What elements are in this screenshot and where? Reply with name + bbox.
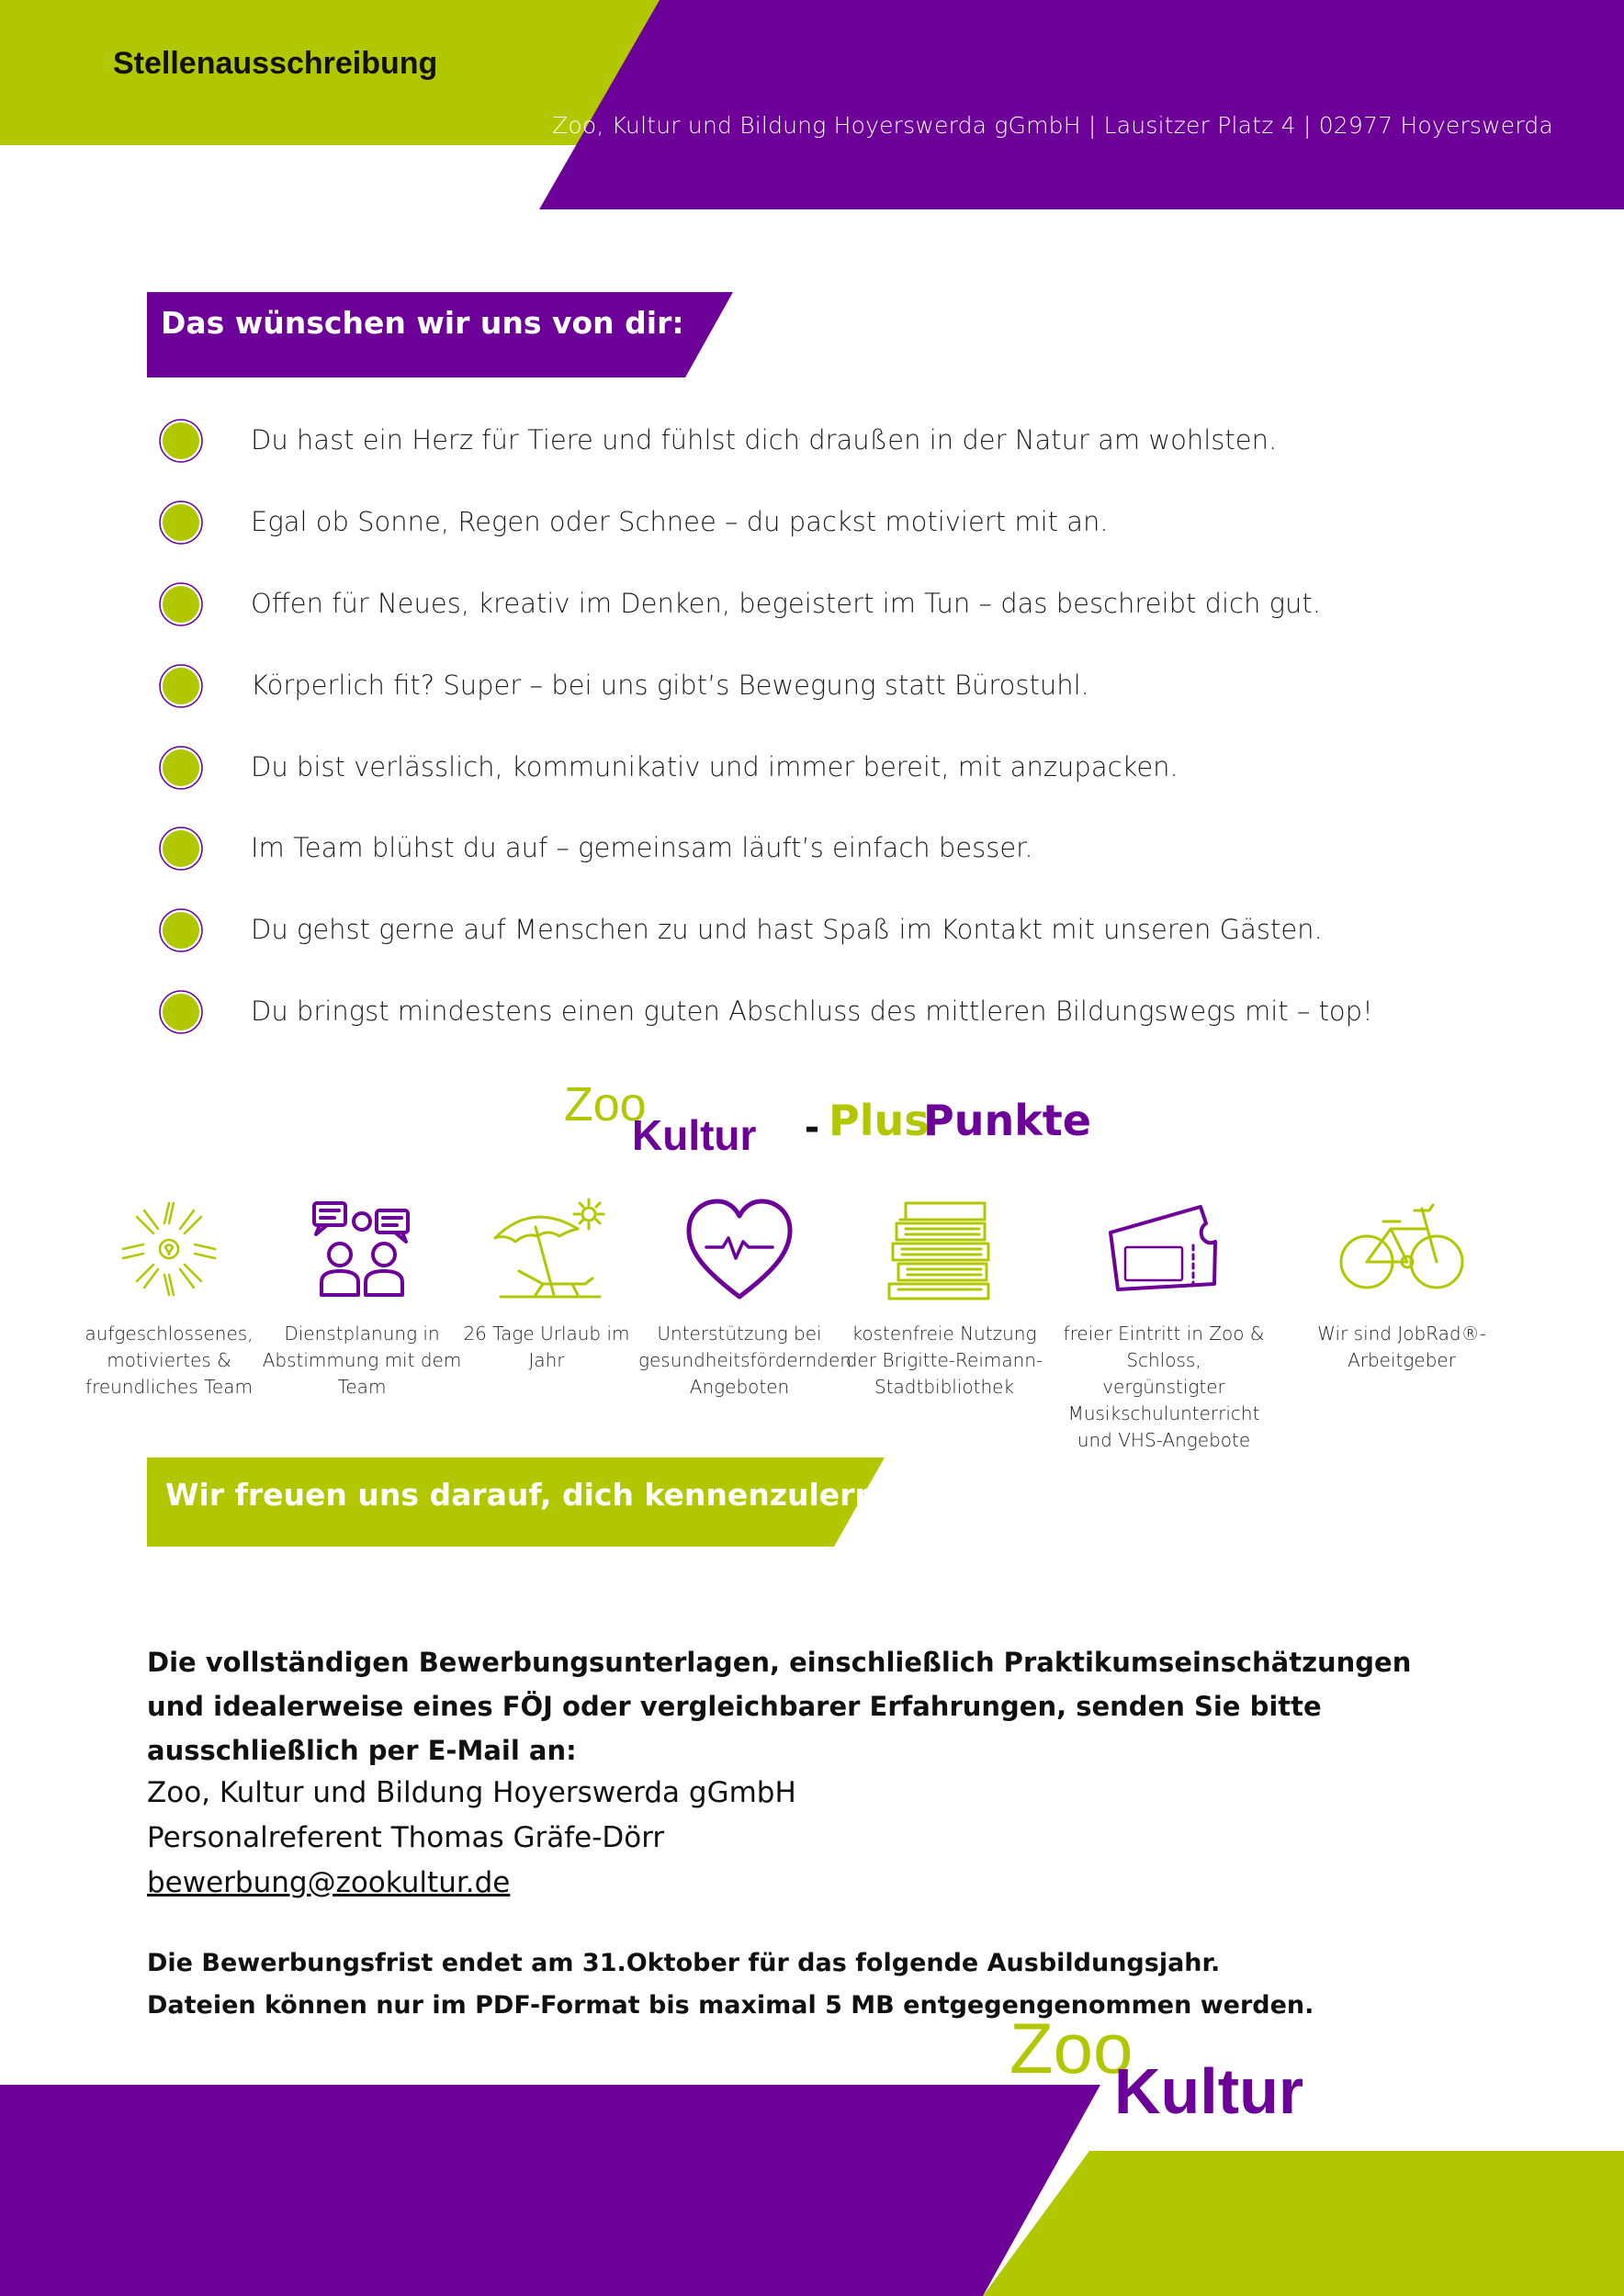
- contact-person: Personalreferent Thomas Gräfe-Dörr: [147, 1821, 665, 1854]
- list-item: [147, 413, 1525, 468]
- benefit-item: [843, 1194, 1045, 1401]
- list-item: [147, 658, 1525, 714]
- logo-dash: -: [805, 1102, 819, 1151]
- footer-purple-band: [0, 2085, 1100, 2296]
- header-background: [0, 0, 1624, 211]
- bullet-icon: [158, 581, 204, 627]
- footer-logo-zoo: Zoo: [1009, 2008, 1133, 2088]
- company-name: Zoo, Kultur und Bildung Hoyerswerda gGmbH: [147, 1776, 796, 1809]
- list-item: [147, 821, 1525, 876]
- benefit-item: [1301, 1194, 1503, 1374]
- apply-heading: Wir freuen uns darauf, dich kennenzulernen!: [165, 1477, 932, 1513]
- benefit-item: [68, 1194, 270, 1401]
- wish-text: Du hast ein Herz für Tiere und fühlst dich draußen in der Natur am wohlsten.: [251, 424, 1278, 456]
- bullet-icon: [158, 826, 204, 872]
- benefit-item: [261, 1194, 463, 1401]
- bullet-icon: [158, 500, 204, 546]
- bicycle-icon: [1337, 1194, 1466, 1304]
- bullet-icon: [158, 663, 204, 709]
- benefit-label: aufgeschlossenes, motiviertes & freundliches Team: [85, 1322, 254, 1398]
- wish-text: Du bringst mindestens einen guten Abschluss des mittleren Bildungswegs mit – top!: [251, 996, 1373, 1027]
- logo-zoo-text: Zoo: [564, 1078, 647, 1131]
- bullet-icon: [158, 745, 204, 791]
- list-item: [147, 577, 1525, 632]
- pluspunkte-logo: [551, 1075, 1121, 1157]
- bullet-icon: [158, 989, 204, 1035]
- deadline-line-1: Die Bewerbungsfrist endet am 31.Oktober für das folgende Ausbildungsjahr.: [147, 1949, 1221, 1977]
- benefit-label: Unterstützung bei gesundheitsfördernden Angeboten: [638, 1322, 851, 1398]
- team-hands-icon: [105, 1194, 233, 1304]
- wish-text: Offen für Neues, kreativ im Denken, begeistert im Tun – das beschreibt dich gut.: [251, 588, 1321, 619]
- benefit-label: freier Eintritt in Zoo & Schloss, vergünstigter Musikschulunterricht und VHS-Angebote: [1063, 1322, 1265, 1451]
- books-icon: [880, 1194, 1009, 1304]
- benefit-label: Dienstplanung in Abstimmung mit dem Team: [262, 1322, 462, 1398]
- ticket-icon: [1100, 1194, 1228, 1304]
- benefit-item: [1063, 1194, 1265, 1454]
- wish-text: Du bist verlässlich, kommunikativ und immer bereit, mit anzupacken.: [251, 751, 1179, 782]
- apply-instructions: Die vollständigen Bewerbungsunterlagen, einschließlich Praktikumseinschätzungen und idealerweise eines FÖJ oder vergleichbarer Erfahrungen, senden Sie bitte ausschließlich per E-Mail an:: [147, 1647, 1412, 1766]
- document-type: Stellenausschreibung: [113, 46, 438, 81]
- benefit-label: 26 Tage Urlaub im Jahr: [463, 1322, 630, 1371]
- bullet-icon: [158, 907, 204, 953]
- zookultur-logo: [1006, 2005, 1355, 2120]
- plus-text: Plus: [829, 1096, 930, 1145]
- bullet-icon: [158, 418, 204, 464]
- deadline-line-2: Dateien können nur im PDF-Format bis maximal 5 MB entgegengenommen werden.: [147, 1991, 1314, 2020]
- list-item: [147, 985, 1525, 1040]
- header-purple-band: [539, 0, 1624, 209]
- footer-background: [0, 2011, 1624, 2296]
- heart-pulse-icon: [675, 1194, 804, 1304]
- wish-text: Egal ob Sonne, Regen oder Schnee – du packst motiviert mit an.: [251, 506, 1109, 537]
- wish-text: Körperlich fit? Super – bei uns gibt’s Bewegung statt Bürostuhl.: [251, 670, 1089, 701]
- email-link[interactable]: bewerbung@zookultur.de: [147, 1866, 511, 1899]
- benefit-item: [445, 1194, 648, 1374]
- wish-text: Im Team blühst du auf – gemeinsam läuft’s einfach besser.: [251, 832, 1033, 863]
- team-planning-icon: [298, 1194, 426, 1304]
- wish-text: Du gehst gerne auf Menschen zu und hast Spaß im Kontakt mit unseren Gästen.: [251, 914, 1323, 945]
- list-item: [147, 903, 1525, 958]
- benefit-label: kostenfreie Nutzung der Brigitte-Reimann-Stadtbibliothek: [845, 1322, 1043, 1398]
- footer-logo-kultur: Kultur: [1114, 2055, 1304, 2120]
- beach-umbrella-icon: [482, 1194, 611, 1304]
- benefit-item: [638, 1194, 851, 1401]
- list-item: [147, 495, 1525, 550]
- list-item: [147, 740, 1525, 795]
- punkte-text: Punkte: [923, 1096, 1091, 1145]
- contact-block: [147, 1771, 796, 1906]
- wishes-heading: Das wünschen wir uns von dir:: [161, 305, 684, 341]
- logo-kultur-text: Kultur: [632, 1111, 757, 1157]
- organization-address: Zoo, Kultur und Bildung Hoyerswerda gGmbH | Lausitzer Platz 4 | 02977 Hoyerswerda: [552, 112, 1553, 139]
- benefit-label: Wir sind JobRad®- Arbeitgeber: [1317, 1322, 1486, 1371]
- footer-green-band: [983, 2151, 1624, 2296]
